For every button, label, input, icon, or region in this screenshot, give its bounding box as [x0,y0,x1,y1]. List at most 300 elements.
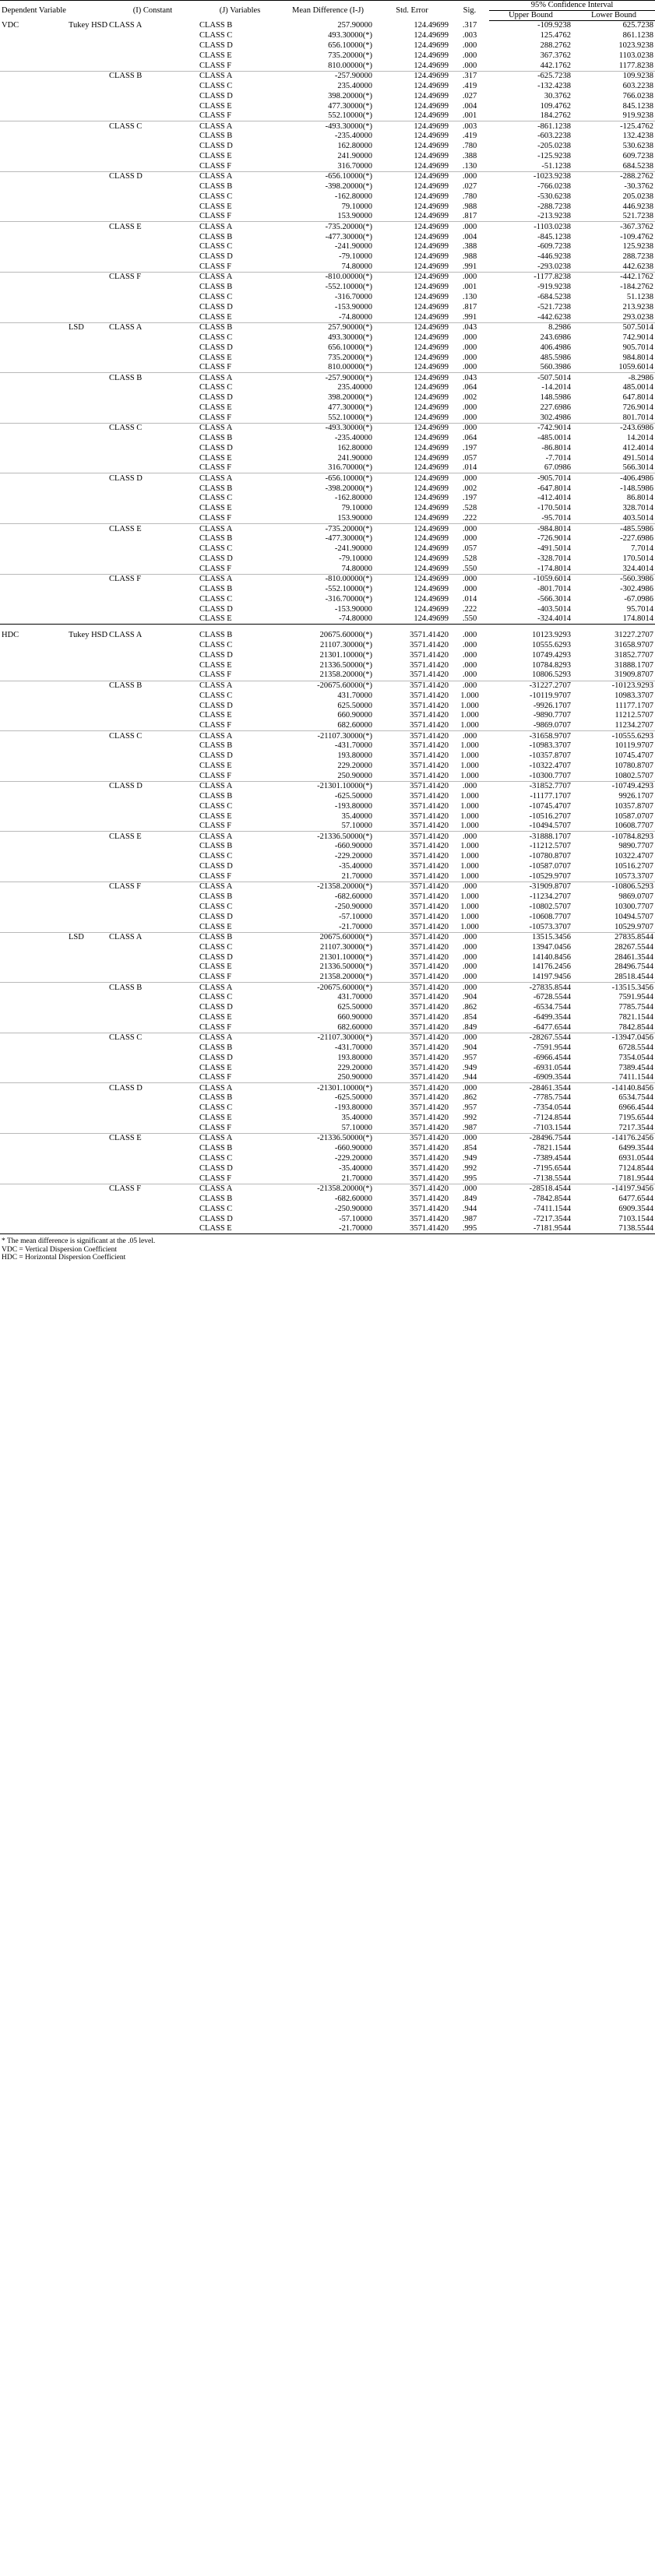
cell-sig: .043 [450,373,489,383]
cell-upper-bound: -6534.7544 [533,1003,571,1012]
cell-method [67,383,107,393]
cell-lower-bound: -109.4762 [620,232,654,241]
table-row [0,423,655,433]
cell-dependent-variable [0,273,67,283]
cell-j-variable: CLASS B [198,625,282,641]
cell-j-variable: CLASS E [199,312,232,322]
cell-dependent-variable [0,1204,67,1214]
cell-std-error: 3571.41420 [410,741,449,751]
cell-j-variable: CLASS E [199,152,232,161]
cell-std-error: 3571.41420 [410,721,449,730]
cell-std-error: 124.49699 [414,161,449,171]
cell-std-error: 3571.41420 [410,952,449,962]
cell-upper-bound: -984.8014 [489,524,572,534]
cell-dependent-variable [0,862,67,872]
cell-method [67,614,107,625]
cell-method [67,1143,107,1153]
cell-sig: .000 [462,343,477,352]
cell-std-error: 124.49699 [374,121,450,132]
cell-sig: .854 [462,1144,477,1153]
cell-mean-difference: 74.80000 [341,564,372,573]
cell-i-constant: CLASS B [107,983,198,993]
cell-upper-bound: -132.4238 [537,81,571,90]
cell-lower-bound: 125.9238 [622,242,654,252]
cell-mean-difference: 431.70000 [337,691,372,700]
cell-dependent-variable [0,822,67,832]
cell-sig: .949 [462,1063,477,1072]
cell-std-error: 124.49699 [414,514,449,523]
cell-dependent-variable [0,952,67,962]
cell-lower-bound: 9926.1707 [618,791,654,801]
cell-dependent-variable [0,922,67,932]
table-row [0,333,655,343]
cell-sig: 1.000 [460,912,479,921]
cell-upper-bound: -7124.8544 [533,1114,571,1123]
cell-j-variable: CLASS B [198,932,282,942]
cell-lower-bound: -148.5986 [620,484,654,493]
cell-lower-bound: 507.5014 [572,322,655,333]
cell-method [67,373,107,383]
cell-j-variable: CLASS A [198,882,282,892]
cell-upper-bound: -10573.3707 [529,922,571,931]
cell-i-constant [107,393,198,403]
cell-mean-difference: 625.50000 [337,1003,372,1012]
cell-mean-difference: -398.20000(*) [325,484,372,493]
cell-upper-bound: -7195.6544 [533,1163,571,1173]
cell-method [67,1033,107,1043]
cell-i-constant [107,852,198,862]
cell-sig: 1.000 [460,771,479,780]
cell-dependent-variable [0,192,67,202]
cell-dependent-variable [0,681,67,691]
cell-dependent-variable [0,121,67,132]
cell-dependent-variable [0,993,67,1003]
cell-sig: .197 [462,494,477,503]
cell-dependent-variable [0,373,67,383]
table-row [0,403,655,413]
table-row [0,282,655,292]
table-row [0,343,655,353]
cell-sig: .987 [462,1123,477,1132]
cell-method [67,1114,107,1124]
cell-lower-bound: 10780.8707 [615,762,654,771]
cell-sig: .528 [462,504,477,513]
table-row [0,1022,655,1033]
cell-dependent-variable [0,453,67,463]
cell-j-variable: CLASS E [199,811,232,821]
cell-dependent-variable [0,222,67,232]
cell-upper-bound: -491.5014 [537,544,571,554]
cell-method [67,121,107,132]
cell-method [67,604,107,614]
cell-dependent-variable [0,801,67,811]
cell-sig: .000 [462,363,477,372]
cell-method [67,701,107,711]
cell-i-constant: CLASS E [107,832,198,842]
cell-i-constant [107,1053,198,1063]
cell-mean-difference: 735.20000(*) [328,51,372,60]
cell-sig: .528 [462,554,477,564]
cell-lower-bound: -10555.6293 [572,731,655,741]
cell-sig: .057 [462,453,477,463]
cell-i-constant: CLASS C [107,423,198,433]
cell-dependent-variable [0,151,67,161]
cell-std-error: 3571.41420 [410,973,449,982]
cell-mean-difference: -79.10000 [339,252,372,262]
cell-method [67,1073,107,1083]
cell-i-constant [107,862,198,872]
table-row [0,302,655,312]
cell-dependent-variable [0,423,67,433]
cell-method [67,1043,107,1053]
cell-j-variable: CLASS C [199,31,233,40]
cell-j-variable: CLASS F [199,363,232,372]
cell-std-error: 3571.41420 [410,1073,449,1082]
cell-i-constant [107,1093,198,1103]
cell-upper-bound: -27835.8544 [489,983,572,993]
cell-dependent-variable [0,393,67,403]
cell-method [67,660,107,670]
header-j-variables: (J) Variables [198,1,282,21]
cell-sig: .004 [462,232,477,241]
cell-method [67,741,107,751]
cell-upper-bound: 485.5986 [540,353,571,362]
cell-i-constant [107,701,198,711]
cell-upper-bound: -293.0238 [537,262,571,272]
cell-j-variable: CLASS C [199,494,233,503]
cell-std-error: 3571.41420 [410,1123,449,1132]
cell-i-constant: CLASS B [107,681,198,691]
table-row [0,192,655,202]
cell-mean-difference: 477.30000(*) [328,101,372,111]
cell-dependent-variable [0,161,67,171]
cell-std-error: 124.49699 [414,554,449,564]
table-row [0,71,655,81]
cell-lower-bound: 766.0238 [622,91,654,100]
cell-sig: .000 [462,670,477,680]
cell-lower-bound: 7591.9544 [618,993,654,1002]
cell-lower-bound: 609.7238 [622,152,654,161]
table-row [0,942,655,952]
cell-std-error: 3571.41420 [374,1184,450,1194]
cell-i-constant: CLASS D [107,1083,198,1093]
table-row [0,721,655,731]
cell-mean-difference: -21358.20000(*) [282,1184,374,1194]
cell-mean-difference: -241.90000 [334,544,372,554]
table-row [0,741,655,751]
cell-j-variable: CLASS A [198,71,282,81]
cell-std-error: 124.49699 [414,262,449,272]
cell-i-constant: CLASS A [109,21,143,30]
cell-std-error: 124.49699 [414,111,449,121]
cell-lower-bound: 845.1238 [622,101,654,111]
cell-j-variable: CLASS E [199,202,232,211]
cell-i-constant [107,534,198,544]
cell-std-error: 124.49699 [414,252,449,262]
cell-j-variable: CLASS A [198,273,282,283]
cell-mean-difference: 656.10000(*) [328,41,372,50]
cell-std-error: 3571.41420 [410,822,449,831]
cell-j-variable: CLASS F [199,413,232,422]
cell-lower-bound: 7389.4544 [618,1063,654,1072]
table-row [0,922,655,932]
cell-std-error: 3571.41420 [374,983,450,993]
cell-sig: 1.000 [460,822,479,831]
cell-j-variable: CLASS B [199,842,233,851]
cell-dependent-variable [0,322,67,333]
cell-i-constant [107,751,198,761]
cell-j-variable: CLASS D [199,393,233,403]
cell-std-error: 124.49699 [374,322,450,333]
cell-dependent-variable [0,902,67,912]
cell-j-variable: CLASS F [199,61,232,70]
cell-method [67,822,107,832]
cell-sig: .000 [450,423,489,433]
table-row [0,625,655,641]
cell-upper-bound: -10529.9707 [529,871,571,881]
cell-sig: .987 [462,1214,477,1223]
table-row [0,383,655,393]
cell-sig: .780 [462,142,477,151]
cell-method [67,91,107,101]
cell-lower-bound: 11234.2707 [615,721,654,730]
cell-std-error: 124.49699 [414,61,449,70]
cell-method [67,312,107,322]
cell-dependent-variable [0,484,67,494]
cell-j-variable: CLASS E [199,762,232,771]
cell-i-constant [107,161,198,171]
cell-upper-bound: 109.4762 [540,101,571,111]
cell-sig: .957 [462,1053,477,1062]
cell-upper-bound: -485.0014 [537,433,571,442]
cell-j-variable: CLASS B [199,1043,233,1052]
cell-upper-bound: -10608.7707 [529,912,571,921]
cell-upper-bound: -14.2014 [541,383,571,392]
cell-method [67,1022,107,1033]
cell-i-constant [107,554,198,564]
cell-i-constant [107,363,198,373]
cell-upper-bound: -919.9238 [537,283,571,292]
cell-lower-bound: 10573.3707 [615,871,654,881]
cell-mean-difference: -257.90000 [282,71,374,81]
cell-sig: .057 [462,544,477,554]
cell-upper-bound: -1059.6014 [489,574,572,584]
cell-j-variable: CLASS B [199,1093,233,1103]
cell-dependent-variable [0,942,67,952]
cell-method [67,142,107,152]
cell-method [67,1184,107,1194]
cell-lower-bound: 328.7014 [622,504,654,513]
cell-lower-bound: 726.9014 [622,403,654,413]
cell-sig: .130 [462,293,477,302]
cell-dependent-variable [0,81,67,91]
cell-dependent-variable [0,71,67,81]
header-lower-bound: Lower Bound [572,11,655,21]
cell-method [67,993,107,1003]
cell-upper-bound: 14197.9456 [532,973,571,982]
cell-mean-difference: 153.90000 [337,514,372,523]
cell-std-error: 124.49699 [414,242,449,252]
cell-i-constant [107,181,198,192]
cell-sig: .991 [462,312,477,322]
cell-std-error: 124.49699 [374,574,450,584]
table-row [0,983,655,993]
cell-sig: .991 [462,262,477,272]
cell-mean-difference: 229.20000 [337,762,372,771]
cell-sig: .003 [462,31,477,40]
table-row [0,544,655,554]
table-row [0,1073,655,1083]
cell-dependent-variable [0,544,67,554]
cell-j-variable: CLASS A [198,373,282,383]
table-row [0,292,655,302]
cell-dependent-variable [0,882,67,892]
cell-mean-difference: -257.90000(*) [282,373,374,383]
cell-lower-bound: 27835.8544 [572,932,655,942]
table-row [0,952,655,962]
cell-j-variable: CLASS B [199,21,233,30]
table-row [0,171,655,181]
cell-lower-bound: 324.4014 [622,564,654,573]
cell-i-constant: CLASS A [107,932,198,942]
cell-std-error: 124.49699 [414,51,449,60]
cell-lower-bound: -560.3986 [572,574,655,584]
cell-j-variable: CLASS D [199,41,233,50]
cell-j-variable: CLASS D [199,751,233,761]
cell-sig: .000 [462,973,477,982]
cell-dependent-variable [0,51,67,61]
cell-j-variable: CLASS F [199,262,232,272]
cell-j-variable: CLASS C [199,383,233,392]
cell-method [67,40,107,51]
cell-sig: .000 [462,640,477,649]
cell-i-constant [107,544,198,554]
table-row [0,534,655,544]
cell-dependent-variable [0,962,67,973]
cell-std-error: 124.49699 [414,433,449,442]
cell-upper-bound: -6728.5544 [533,993,571,1002]
cell-lower-bound: 603.2238 [622,81,654,90]
cell-mean-difference: 682.60000 [337,721,372,730]
cell-sig: .000 [450,731,489,741]
cell-lower-bound: 7411.1544 [618,1073,654,1082]
cell-sig: 1.000 [460,902,479,911]
table-row [0,242,655,252]
table-row [0,1083,655,1093]
table-row [0,202,655,212]
table-row [0,322,655,333]
table-row [0,21,655,31]
cell-j-variable: CLASS E [199,1063,232,1072]
cell-upper-bound: -205.0238 [537,142,571,151]
cell-dependent-variable [0,443,67,453]
cell-upper-bound: 67.0986 [544,463,571,473]
cell-sig: .000 [462,403,477,413]
cell-j-variable: CLASS B [199,584,233,593]
cell-std-error: 3571.41420 [410,902,449,911]
cell-dependent-variable [0,1133,67,1143]
cell-i-constant [107,282,198,292]
cell-j-variable: CLASS D [199,701,233,710]
cell-mean-difference: 21301.10000(*) [319,952,372,962]
table-row [0,771,655,781]
cell-sig: .000 [450,1133,489,1143]
cell-j-variable: CLASS C [199,242,233,252]
table-row [0,1224,655,1234]
cell-std-error: 3571.41420 [410,701,449,710]
cell-lower-bound: 174.8014 [622,614,654,624]
cell-i-constant [107,962,198,973]
cell-mean-difference: 250.90000 [337,771,372,780]
cell-method: LSD [67,932,107,942]
cell-upper-bound: -7389.4544 [533,1153,571,1163]
table-row [0,353,655,363]
cell-dependent-variable [0,1103,67,1114]
cell-mean-difference: 257.90000(*) [282,322,374,333]
cell-upper-bound: -28461.3544 [489,1083,572,1093]
cell-sig: .000 [450,882,489,892]
cell-lower-bound: 7842.8544 [618,1022,654,1032]
cell-i-constant [107,1043,198,1053]
table-row [0,842,655,852]
cell-method [67,670,107,681]
cell-dependent-variable [0,171,67,181]
table-row [0,504,655,514]
cell-upper-bound: 442.1762 [540,61,571,70]
cell-sig: .419 [462,81,477,90]
cell-std-error: 124.49699 [374,171,450,181]
cell-mean-difference: -193.80000 [334,1103,372,1113]
cell-i-constant [107,353,198,363]
cell-j-variable: CLASS D [199,650,233,660]
cell-dependent-variable [0,1012,67,1022]
cell-dependent-variable [0,691,67,701]
cell-method [67,862,107,872]
table-row [0,574,655,584]
cell-dependent-variable [0,554,67,564]
cell-mean-difference: -162.80000 [334,192,372,201]
cell-mean-difference: -625.50000 [334,1093,372,1103]
cell-std-error: 124.49699 [374,373,450,383]
cell-upper-bound: 13947.0456 [532,942,571,952]
cell-mean-difference: 241.90000 [337,152,372,161]
cell-lower-bound: -10806.5293 [572,882,655,892]
cell-dependent-variable [0,761,67,771]
cell-method [67,594,107,604]
table-row [0,962,655,973]
cell-sig: .000 [450,473,489,484]
cell-sig: .000 [450,1184,489,1194]
cell-i-constant [107,91,198,101]
cell-dependent-variable [0,413,67,423]
cell-mean-difference: -21.70000 [282,1224,374,1234]
cell-method [67,1204,107,1214]
cell-j-variable: CLASS A [198,524,282,534]
cell-i-constant [107,1012,198,1022]
table-row [0,1103,655,1114]
cell-sig: .992 [462,1163,477,1173]
cell-i-constant [107,111,198,121]
cell-mean-difference: -493.30000(*) [282,423,374,433]
table-row [0,564,655,574]
cell-j-variable: CLASS D [199,91,233,100]
table-row [0,443,655,453]
cell-method [67,711,107,721]
cell-sig: 1.000 [460,741,479,751]
cell-upper-bound: -28496.7544 [489,1133,572,1143]
cell-std-error: 124.49699 [414,453,449,463]
cell-j-variable: CLASS C [199,691,233,700]
